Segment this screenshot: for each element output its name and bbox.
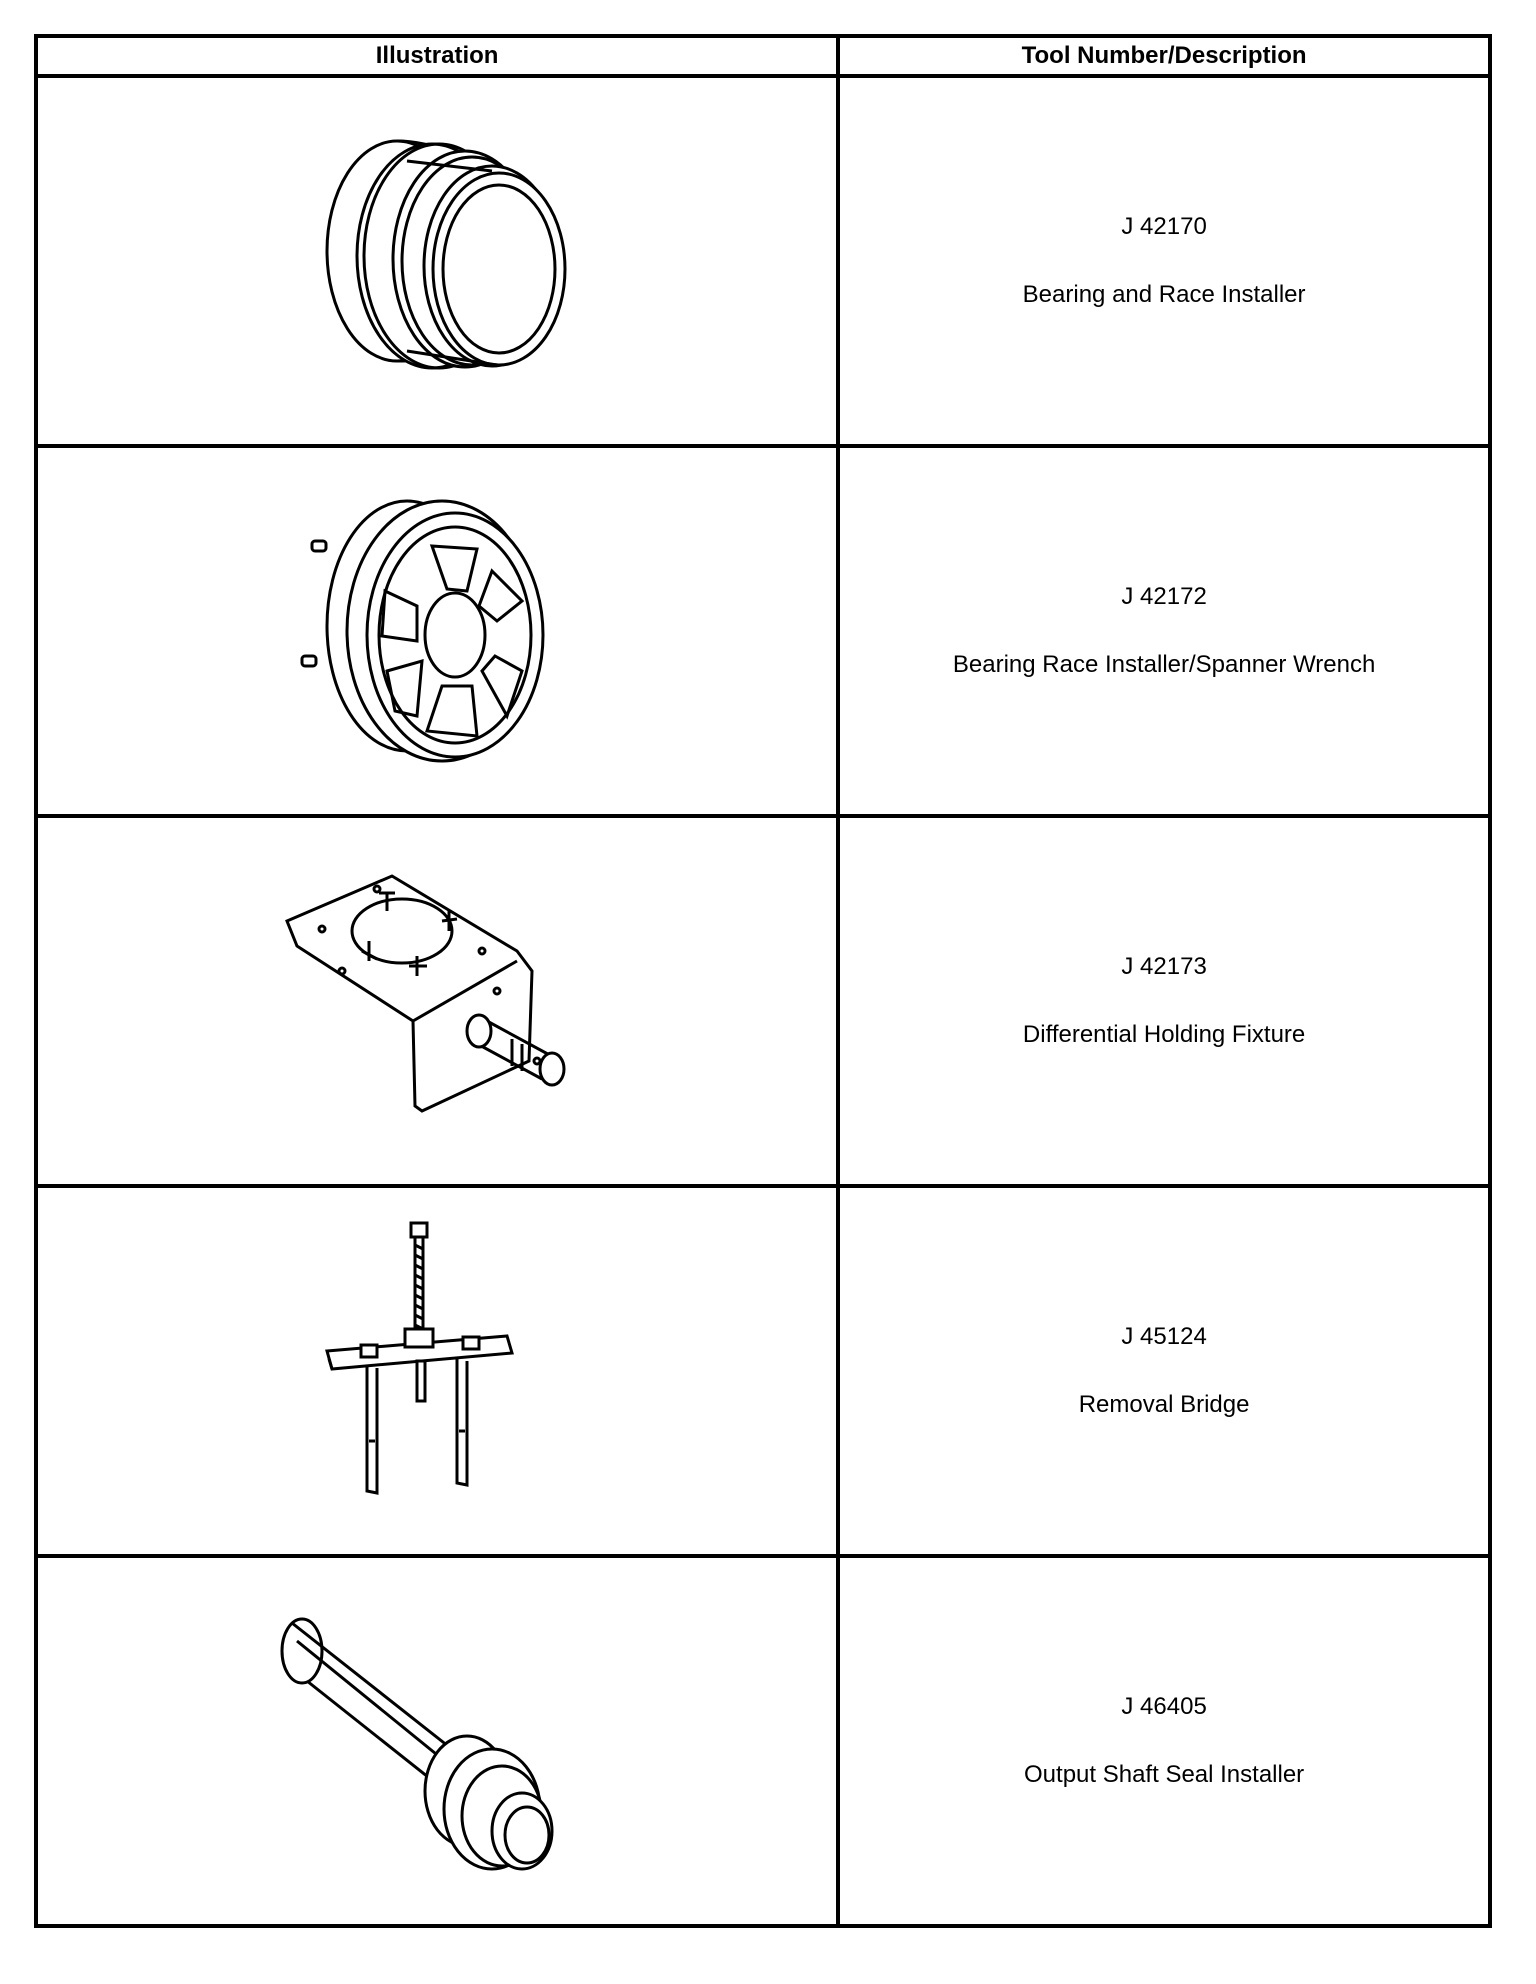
tool-number: J 45124 — [1121, 1323, 1207, 1350]
illustration-cell — [36, 1556, 838, 1926]
table-row — [36, 76, 1490, 446]
illustration-cell — [36, 1186, 838, 1556]
tool-description: Bearing and Race Installer — [1022, 281, 1306, 308]
tool-description-cell — [838, 446, 1490, 816]
table-row — [36, 1186, 1490, 1556]
holding-fixture-icon — [267, 841, 607, 1161]
tool-description: Bearing Race Installer/Spanner Wrench — [952, 651, 1376, 678]
tool-number: J 46405 — [1121, 1693, 1207, 1720]
bearing-race-installer-icon — [267, 101, 607, 421]
tool-description: Removal Bridge — [1078, 1391, 1250, 1418]
tool-description: Output Shaft Seal Installer — [1024, 1761, 1305, 1788]
spanner-wrench-icon — [267, 471, 607, 791]
tool-number: J 42170 — [1121, 213, 1207, 240]
tool-description-cell — [838, 1186, 1490, 1556]
tool-description-cell — [838, 816, 1490, 1186]
table-row — [36, 1556, 1490, 1926]
tool-number: J 42172 — [1121, 583, 1207, 610]
tool-header: Tool Number/Description — [838, 36, 1490, 76]
tool-description: Differential Holding Fixture — [1022, 1021, 1306, 1048]
special-tools-table — [34, 34, 1492, 1928]
table-row — [36, 816, 1490, 1186]
tool-description-cell — [838, 76, 1490, 446]
illustration-cell — [36, 446, 838, 816]
tool-description-cell — [838, 1556, 1490, 1926]
header-row — [36, 36, 1490, 76]
removal-bridge-icon — [267, 1211, 607, 1531]
illustration-cell — [36, 816, 838, 1186]
illustration-header: Illustration — [36, 36, 838, 76]
illustration-cell — [36, 76, 838, 446]
seal-installer-icon — [267, 1581, 607, 1901]
tool-number: J 42173 — [1121, 953, 1207, 980]
table-row — [36, 446, 1490, 816]
